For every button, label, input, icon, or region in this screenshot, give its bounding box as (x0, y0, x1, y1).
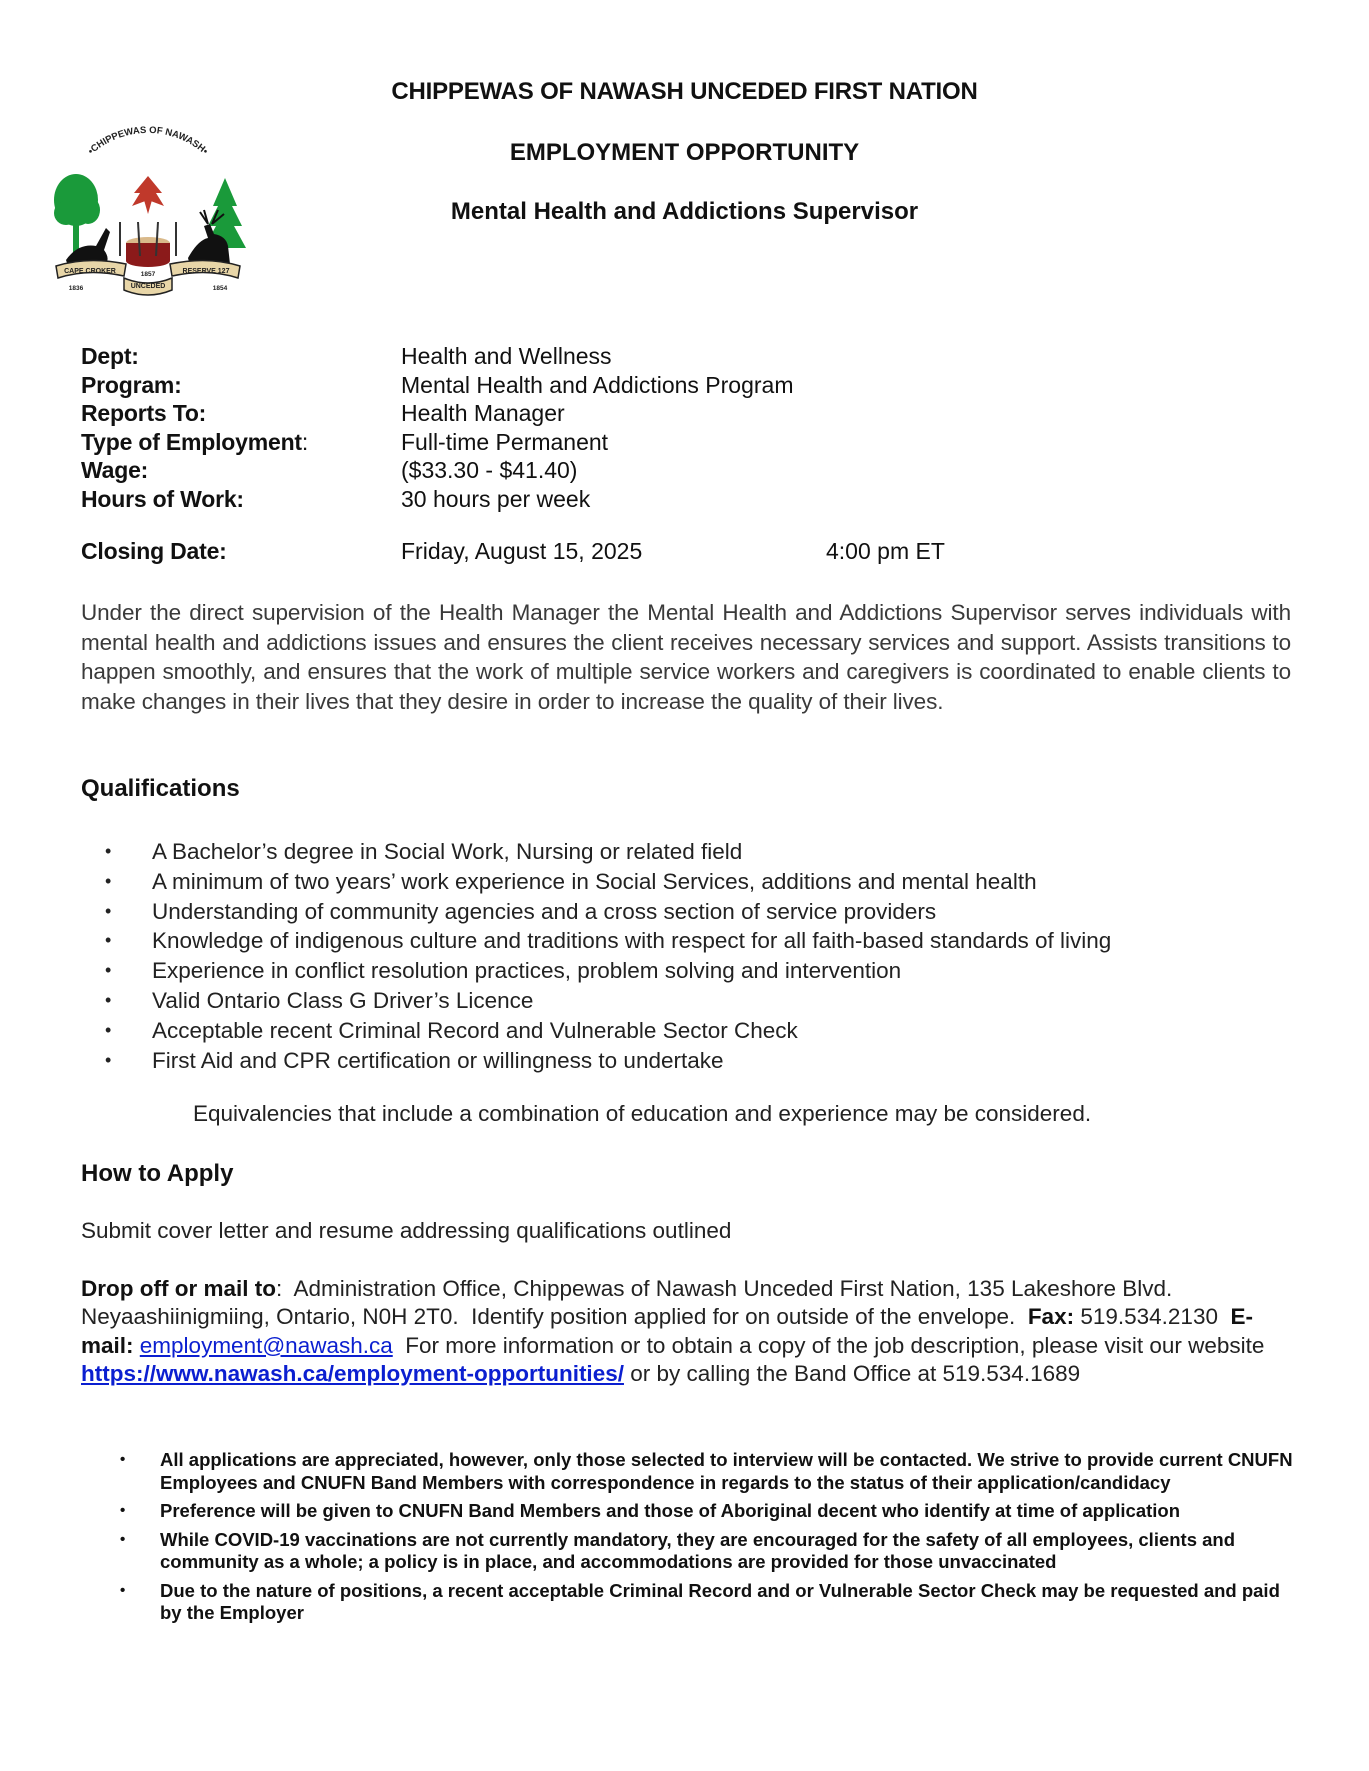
list-item (105, 837, 1111, 867)
list-item (120, 1449, 1300, 1494)
application-notes (120, 1449, 1300, 1631)
qualifications-heading: Qualifications (81, 775, 240, 802)
list-item (105, 926, 1111, 956)
note-text: All applications are appreciated, however, only those selected to interview will be contacted. We strive to provide current CNUFN Employees and CNUFN Band Members with correspondence in regards to the status of their application/candidacy (160, 1449, 1293, 1493)
address-text: Administration Office, Chippewas of Nawash Unceded First Nation, 135 Lakeshore Blvd. Neyaashiinigmiing, Ontario, N0H 2T0. Identify position applied for on outside of the envelope. (81, 1276, 1179, 1330)
closing-date-label: Closing Date: (81, 538, 227, 564)
note-text: While COVID-19 vaccinations are not currently mandatory, they are encouraged for the safety of all employees, clients and community as a whole; a policy is in place, and accommodations are provided for those unvaccinated (160, 1528, 1236, 1572)
website-link[interactable]: https://www.nawash.ca/employment-opportunities/ (81, 1360, 624, 1386)
bullet-icon: • (105, 989, 112, 1010)
svg-text:UNCEDED: UNCEDED (130, 283, 166, 290)
posting-type-title: EMPLOYMENT OPPORTUNITY (509, 139, 860, 166)
closing-time-value: 4:00 pm ET (826, 538, 945, 564)
position-title: Mental Health and Addictions Supervisor (450, 198, 919, 225)
list-item (120, 1529, 1300, 1574)
organization-title: CHIPPEWAS OF NAWASH UNCEDED FIRST NATION (391, 78, 978, 105)
svg-text:1857: 1857 (140, 271, 156, 278)
svg-text:1854: 1854 (212, 285, 228, 292)
bullet-icon: • (105, 900, 112, 921)
svg-text:1836: 1836 (68, 285, 84, 292)
list-item (105, 1046, 1111, 1076)
list-item (105, 867, 1111, 897)
closing-date-value: Friday, August 15, 2025 (401, 538, 643, 564)
qualification-text: Acceptable recent Criminal Record and Vulnerable Sector Check (152, 1017, 798, 1043)
svg-text:•CHIPPEWAS OF NAWASH•: •CHIPPEWAS OF NAWASH• (86, 124, 210, 157)
detail-row-dept (81, 342, 794, 371)
bullet-icon: • (105, 1019, 112, 1040)
contact-paragraph (81, 1275, 1301, 1388)
detail-label-text: Type of Employment (81, 428, 302, 455)
list-item (120, 1500, 1300, 1523)
bullet-icon: • (105, 1049, 112, 1070)
note-text: Preference will be given to CNUFN Band Members and those of Aboriginal decent who identify at time of application (160, 1500, 1181, 1521)
job-details (81, 342, 794, 513)
detail-row-reports-to (81, 399, 794, 428)
email-label: E-mail: (81, 1304, 1253, 1358)
fax-number: 519.534.2130 (1074, 1304, 1231, 1330)
detail-value: ($33.30 - $41.40) (401, 457, 578, 483)
qualification-text: Understanding of community agencies and a cross section of service providers (152, 898, 937, 924)
detail-value: 30 hours per week (401, 485, 591, 512)
qualifications-list (105, 837, 1111, 1075)
bullet-icon: • (120, 1581, 126, 1599)
svg-text:CAPE CROKER: CAPE CROKER (64, 268, 116, 275)
qualification-text: A minimum of two years’ work experience in Social Services, additions and mental health (152, 868, 1037, 894)
list-item (105, 986, 1111, 1016)
bullet-icon: • (120, 1530, 126, 1548)
submit-instructions: Submit cover letter and resume addressing qualifications outlined (81, 1218, 732, 1243)
list-item (105, 897, 1111, 927)
bullet-icon: • (105, 960, 112, 981)
detail-label: Hours of Work: (81, 485, 244, 512)
more-info-text: For more information or to obtain a copy of the job description, please visit our website (392, 1332, 1271, 1358)
qualification-text: Knowledge of indigenous culture and traditions with respect for all faith-based standards of living (152, 928, 1112, 954)
detail-row-program (81, 371, 794, 400)
detail-value: Health and Wellness (401, 343, 612, 369)
job-description: Under the direct supervision of the Health Manager the Mental Health and Addictions Supervisor serves individuals with mental health and addictions issues and ensures the client receives necessary services and support. Assists transitions to happen smoothly, and ensures that the work of multiple service workers and caregivers is coordinated to enable clients to make changes in their lives that they desire in order to increase the quality of their lives. (81, 600, 1291, 714)
qualification-text: Valid Ontario Class G Driver’s Licence (152, 987, 534, 1013)
detail-row-wage (81, 456, 794, 485)
drop-off-label: Drop off or mail to (81, 1276, 276, 1301)
detail-row-employment-type (81, 428, 794, 457)
bullet-icon: • (105, 930, 112, 951)
detail-value: Health Manager (401, 400, 565, 426)
list-item (120, 1580, 1300, 1625)
bullet-icon: • (120, 1502, 126, 1519)
detail-value: Mental Health and Addictions Program (401, 371, 794, 398)
detail-label (81, 428, 401, 457)
bullet-icon: • (105, 841, 112, 861)
bullet-icon: • (105, 870, 112, 891)
how-to-apply-heading: How to Apply (81, 1160, 234, 1187)
qualification-text: First Aid and CPR certification or willingness to undertake (152, 1047, 724, 1073)
bullet-icon: • (120, 1451, 126, 1468)
detail-label: Wage: (81, 457, 149, 483)
qualification-text: A Bachelor’s degree in Social Work, Nursing or related field (152, 839, 743, 864)
closing-date-row (81, 538, 945, 565)
note-text: Due to the nature of positions, a recent acceptable Criminal Record and or Vulnerable Sector Check may be requested and paid by the Employer (160, 1579, 1280, 1623)
drop-off-colon: : (276, 1276, 283, 1301)
list-item (105, 956, 1111, 986)
detail-label: Program: (81, 371, 182, 398)
equivalency-note: Equivalencies that include a combination of education and experience may be considered. (193, 1101, 1092, 1126)
fax-label: Fax: (1027, 1304, 1075, 1330)
call-text: or by calling the Band Office at 519.534.1689 (623, 1360, 1081, 1386)
list-item (105, 1016, 1111, 1046)
email-link[interactable]: employment@nawash.ca (139, 1332, 393, 1358)
svg-text:RESERVE 127: RESERVE 127 (182, 268, 230, 275)
detail-label: Dept: (81, 343, 139, 369)
detail-label: Reports To: (81, 400, 207, 426)
detail-label-colon: : (301, 428, 309, 455)
detail-value: Full-time Permanent (401, 428, 609, 455)
detail-row-hours (81, 485, 794, 514)
qualification-text: Experience in conflict resolution practices, problem solving and intervention (152, 958, 902, 984)
